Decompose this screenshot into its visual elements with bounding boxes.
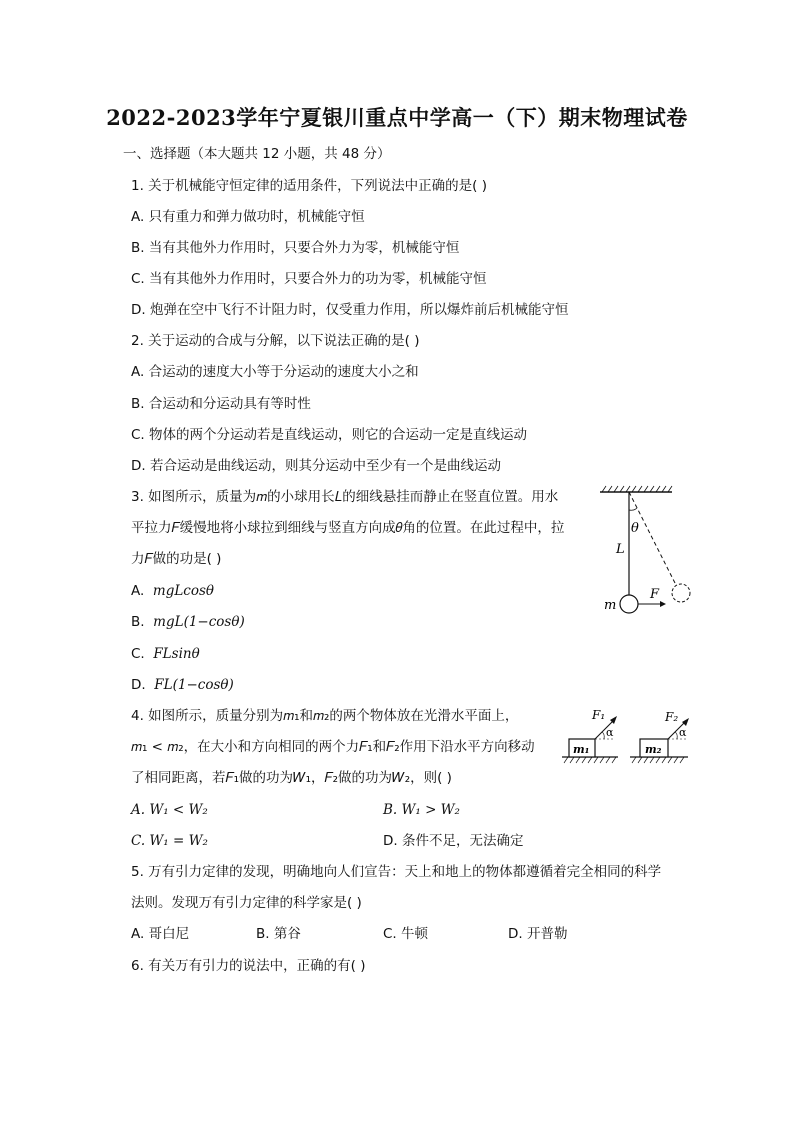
q2-option-d: D. 若合运动是曲线运动，则其分运动中至少有一个是曲线运动 (131, 458, 501, 474)
ceiling-hatch (602, 486, 672, 492)
q4-option-b: B. 𝑊₁ > 𝑊₂ (383, 802, 460, 818)
q3-option-c (131, 645, 200, 663)
q2-option-a: A. 合运动的速度大小等于分运动的速度大小之和 (131, 364, 419, 380)
ball (620, 595, 638, 613)
q5-option-b: B. 第谷 (256, 926, 301, 942)
q4-stem-line3: 了相同距离，若𝐹₁做的功为𝑊₁，𝐹₂做的功为𝑊₂，则( ) (131, 770, 452, 786)
q3-stem-line2: 平拉力𝐹缓慢地将小球拉到细线与竖直方向成𝜃角的位置。在此过程中，拉 (131, 520, 565, 536)
q4-option-a: A. 𝑊₁ < 𝑊₂ (131, 802, 208, 818)
q2-option-b: B. 合运动和分运动具有等时性 (131, 396, 311, 412)
q1-option-a: A. 只有重力和弹力做功时，机械能守恒 (131, 209, 365, 225)
ball-displaced (672, 584, 690, 602)
theta-label: θ (631, 521, 639, 536)
f2-arrowhead (682, 718, 689, 726)
q3-option-c-label: C. (131, 646, 145, 662)
q5-option-a: A. 哥白尼 (131, 926, 190, 942)
q5-option-c: C. 牛顿 (383, 926, 429, 942)
q4-option-d: D. 条件不足，无法确定 (383, 833, 524, 849)
q3-option-b-label: B. (131, 614, 145, 630)
q1-option-d: D. 炮弹在空中飞行不计阻力时，仅受重力作用，所以爆炸前后机械能守恒 (131, 302, 569, 318)
q5-stem-line1: 5. 万有引力定律的发现，明确地向人们宣告：天上和地上的物体都遵循着完全相同的科学 (131, 864, 662, 880)
q3-option-d-label: D. (131, 677, 146, 693)
q3-option-c-expr: FLsinθ (153, 646, 200, 662)
q2-option-c: C. 物体的两个分运动若是直线运动，则它的合运动一定是直线运动 (131, 427, 528, 443)
m1-label: m₁ (573, 743, 590, 756)
page-title: 2022-2023学年宁夏银川重点中学高一（下）期末物理试卷 (106, 105, 688, 130)
q4-option-c: C. 𝑊₁ = 𝑊₂ (131, 833, 208, 849)
q1-option-c: C. 当有其他外力作用时，只要合外力的功为零，机械能守恒 (131, 271, 487, 287)
q3-option-b-expr: mgL(1−cosθ) (153, 614, 245, 630)
q3-stem-line1: 3. 如图所示，质量为𝑚的小球用长𝐿的细线悬挂而静止在竖直位置。用水 (131, 489, 559, 505)
mass-label: m (604, 598, 617, 613)
section-heading: 一、选择题（本大题共 12 小题，共 48 分） (123, 146, 391, 162)
force-arrowhead (660, 601, 666, 607)
ground-2-hatch (632, 757, 684, 763)
m2-label: m₂ (645, 743, 662, 756)
q4-stem-line1: 4. 如图所示，质量分别为𝑚₁和𝑚₂的两个物体放在光滑水平面上， (131, 708, 519, 724)
q2-stem: 2. 关于运动的合成与分解，以下说法正确的是( ) (131, 333, 420, 349)
length-label: L (616, 542, 625, 557)
blocks-figure (560, 705, 700, 767)
q3-option-a (131, 582, 214, 600)
q1-option-b: B. 当有其他外力作用时，只要合外力为零，机械能守恒 (131, 240, 460, 256)
force-label: F (650, 587, 660, 602)
q5-option-d: D. 开普勒 (508, 926, 568, 942)
q3-option-a-expr: mgLcosθ (152, 583, 215, 599)
f1-alpha-label: α (606, 726, 614, 739)
q3-option-a-label: A. (131, 583, 145, 599)
q3-option-b (131, 613, 245, 631)
angle-arc (629, 508, 637, 510)
q3-option-d (131, 676, 234, 694)
q3-stem-line3: 力𝐹做的功是( ) (131, 551, 222, 567)
f2-alpha-label: α (679, 726, 687, 739)
f2-label: F₂ (665, 710, 679, 724)
f1-angle-arc (602, 732, 604, 739)
q4-stem-line2: 𝑚₁ < 𝑚₂，在大小和方向相同的两个力𝐹₁和𝐹₂作用下沿水平方向移动 (131, 739, 535, 755)
string-dashed (629, 492, 676, 585)
f2-angle-arc (675, 732, 677, 739)
pendulum-figure (594, 484, 694, 618)
q3-option-d-expr: FL(1−cosθ) (154, 677, 234, 693)
q5-stem-line2: 法则。发现万有引力定律的科学家是( ) (131, 895, 362, 911)
q6-stem: 6. 有关万有引力的说法中，正确的有( ) (131, 958, 366, 974)
q1-stem: 1. 关于机械能守恒定律的适用条件，下列说法中正确的是( ) (131, 178, 487, 194)
f1-label: F₁ (592, 708, 606, 722)
ground-1-hatch (564, 757, 616, 763)
